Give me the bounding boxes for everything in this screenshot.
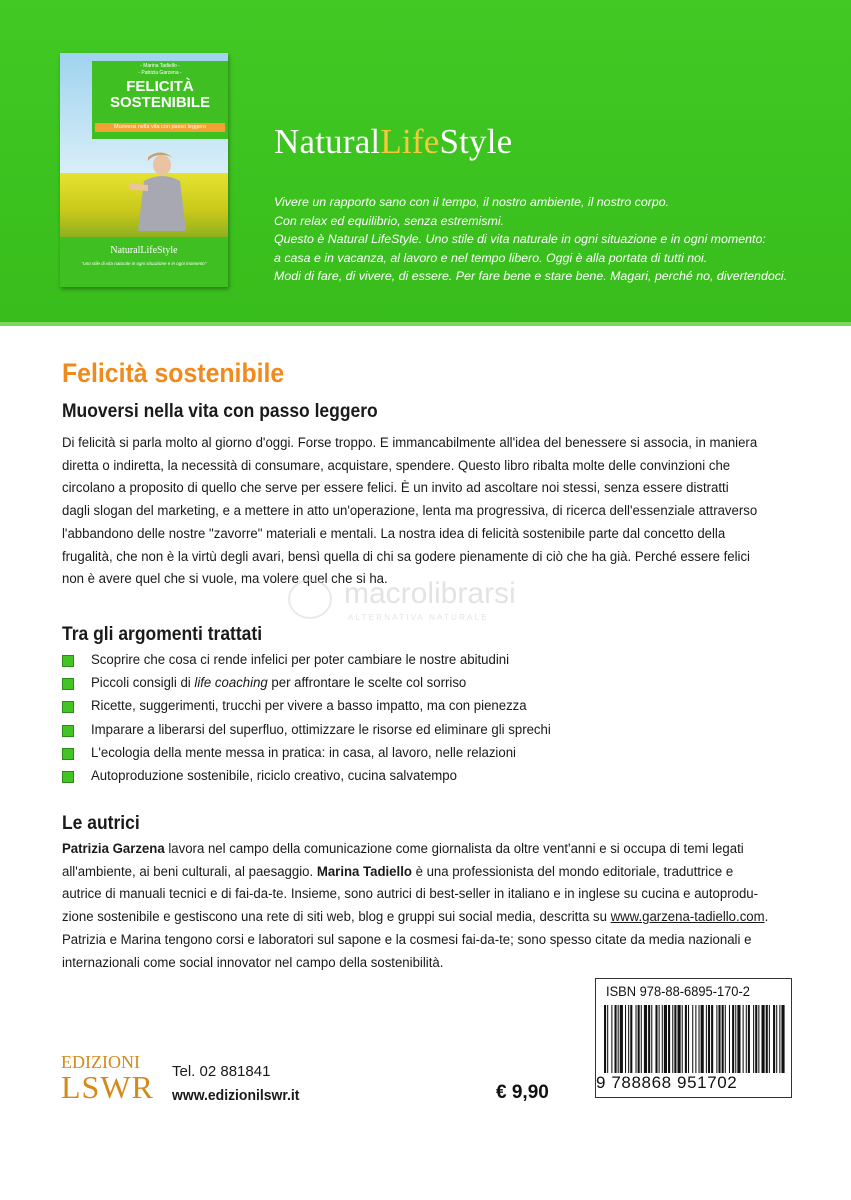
description-line: dagli slogan del marketing, e a mettere in atto un'operazione, lenta ma progressiva, di ricerca dell'essenziale attraverso — [62, 503, 758, 520]
watermark — [284, 577, 584, 627]
bio-line: zione sostenibile e gestiscono una rete di siti web, blog e gruppi sui social media, descritta su www.garzena-tadiello.com. — [62, 909, 769, 926]
bio-line: internazionali come social innovator nel campo della sostenibilità. — [62, 954, 444, 971]
barcode-icon — [602, 1005, 785, 1073]
watermark-text: macrolibrarsi — [344, 577, 516, 610]
list-item: Piccoli consigli di life coaching per affrontare le scelte col sorriso — [62, 674, 762, 697]
publisher-website[interactable]: www.edizionilswr.it — [172, 1087, 300, 1104]
description-line: Di felicità si parla molto al giorno d'oggi. Forse troppo. E immancabilmente all'idea del benessere si associa, in maniera — [62, 435, 758, 451]
intro-line: a casa e in vacanza, al lavoro e nel tempo libero. Oggi è alla portata di tutti noi. — [274, 250, 708, 265]
book-description — [62, 432, 792, 591]
cover-brand: NaturalLifeStyle — [110, 245, 178, 256]
publisher-phone: Tel. 02 881841 — [172, 1063, 271, 1080]
bullet-square-icon — [62, 771, 74, 783]
bullet-square-icon — [62, 701, 74, 713]
bullet-square-icon — [62, 678, 74, 690]
bullet-square-icon — [62, 725, 74, 737]
list-item: Imparare a liberarsi del superfluo, ottimizzare le risorse ed eliminare gli sprechi — [62, 721, 762, 744]
price: € 9,90 — [496, 1082, 549, 1103]
intro-line: Questo è Natural LifeStyle. Uno stile di vita naturale in ogni situazione e in ogni momento: — [274, 232, 766, 247]
watermark-subtext: ALTERNATIVA NATURALE — [348, 613, 489, 622]
list-item: Ricette, suggerimenti, trucchi per vivere a basso impatto, ma con pienezza — [62, 697, 762, 720]
publisher-contact — [172, 1060, 309, 1108]
bio-line: autrice di manuali tecnici e di fai-da-te. Insieme, sono autrici di best-seller in italiano e in inglese su cucina e autoprodu- — [62, 886, 759, 903]
header-divider — [0, 322, 851, 326]
book-subtitle: Muoversi nella vita con passo leggero — [62, 401, 378, 422]
series-brand: NaturalLifeStyle — [274, 122, 513, 161]
description-line: non è avere quel che si vuole, ma volere quel che si ha. — [62, 571, 388, 588]
publisher-logo-line2: LSWR — [61, 1069, 154, 1105]
list-item: L'ecologia della mente messa in pratica: in casa, al lavoro, nelle relazioni — [62, 744, 762, 767]
bullet-square-icon — [62, 748, 74, 760]
intro-line: Modi di fare, di vivere, di essere. Per fare bene e stare bene. Magari, perché no, divertendoci. — [274, 269, 788, 284]
cover-thumbnail — [60, 53, 228, 287]
list-item: Scoprire che cosa ci rende infelici per poter cambiare le nostre abitudini — [62, 651, 762, 674]
cover-person-illustration — [130, 151, 190, 231]
cover-subtitle: Muoversi nella vita con passo leggero — [95, 123, 225, 132]
description-line: l'abbandono delle nostre "zavorre" materiali e mentali. La nostra idea di felicità sostenibile parte dal concetto della — [62, 525, 726, 542]
series-intro — [274, 193, 834, 286]
intro-line: Vivere un rapporto sano con il tempo, il nostro ambiente, il nostro corpo. — [274, 195, 670, 209]
intro-line: Con relax ed equilibrio, senza estremismi. — [274, 213, 505, 228]
bio-line: Patrizia Garzena lavora nel campo della comunicazione come giornalista da oltre vent'anni e si occupa di temi legati — [62, 841, 744, 857]
cover-title: FELICITÀ SOSTENIBILE — [109, 78, 210, 111]
cover-tagline: "uno stile di vita naturale in ogni situazione e in ogni momento" — [81, 261, 207, 266]
description-line: diretta o indiretta, la necessità di consumare, acquistare, spendere. Questo libro ribalta molte delle convinzioni che — [62, 457, 731, 474]
barcode-box — [595, 978, 792, 1098]
bio-line: all'ambiente, ai beni culturali, al paesaggio. Marina Tadiello è una professionista del mondo editoriale, traduttrice e — [62, 863, 734, 880]
bullet-square-icon — [62, 655, 74, 667]
topics-list — [62, 651, 762, 790]
list-item: Autoproduzione sostenibile, riciclo creativo, cucina salvatempo — [62, 767, 762, 790]
barcode-digits: 9 788868 951702 — [596, 1073, 738, 1092]
authors-heading: Le autrici — [62, 813, 140, 834]
cover-authors: - Marina Tadiello - - Patrizia Garzena - — [138, 63, 182, 76]
topics-heading: Tra gli argomenti trattati — [62, 624, 263, 645]
bio-line: Patrizia e Marina tengono corsi e laboratori sul sapone e la cosmesi fai-da-te; sono spesso citate da media nazionali e — [62, 931, 752, 948]
isbn-label: ISBN 978-88-6895-170-2 — [606, 983, 750, 999]
description-line: frugalità, che non è la virtù degli avari, bensì quella di chi sa godere pienamente di ciò che ha già. Perché essere felici — [62, 548, 750, 565]
book-title: Felicità sostenibile — [62, 358, 285, 388]
authors-website-link[interactable]: www.garzena-tadiello.com — [610, 909, 765, 926]
watermark-logo-icon — [288, 579, 332, 619]
publisher-logo-line1: EDIZIONI — [61, 1052, 140, 1072]
authors-bio — [62, 838, 802, 974]
description-line: circolano a proposito di quello che serve per essere felici. È un invito ad ascoltare noi stessi, senza essere distratti — [62, 480, 729, 497]
